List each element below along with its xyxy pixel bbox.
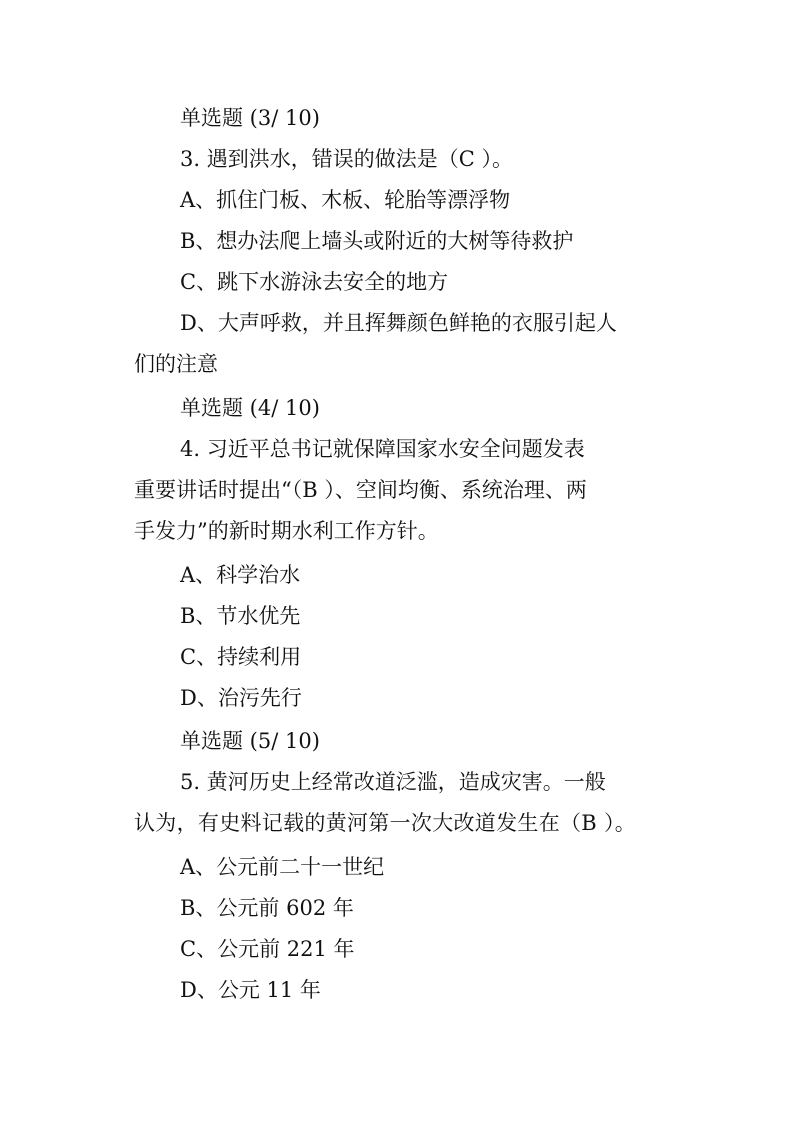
question-stem-line-2: 认为，有史料记载的黄河第一次大改道发生在（B ）。 xyxy=(134,811,637,835)
option-a: A、抓住门板、木板、轮胎等漂浮物 xyxy=(180,188,511,212)
question-stem-line-1: 5. 黄河历史上经常改道泛滥，造成灾害。一般 xyxy=(180,770,606,794)
option-c: C、跳下水游泳去安全的地方 xyxy=(180,270,449,294)
question-header: 单选题 (5/ 10) xyxy=(180,729,320,753)
option-b: B、公元前 602 年 xyxy=(180,896,354,920)
question-header: 单选题 (4/ 10) xyxy=(180,396,320,420)
option-b: B、节水优先 xyxy=(180,604,301,628)
option-b: B、想办法爬上墙头或附近的大树等待救护 xyxy=(180,229,574,253)
question-stem: 3. 遇到洪水，错误的做法是（C ）。 xyxy=(180,147,513,171)
option-d: D、公元 11 年 xyxy=(180,978,321,1002)
option-a: A、公元前二十一世纪 xyxy=(180,855,385,879)
option-c: C、持续利用 xyxy=(180,645,302,669)
question-stem-line-3: 手发力”的新时期水利工作方针。 xyxy=(134,519,439,543)
question-stem-line-2: 重要讲话时提出“（B ）、空间均衡、系统治理、两 xyxy=(134,478,587,502)
option-a: A、科学治水 xyxy=(180,563,301,587)
question-stem-line-1: 4. 习近平总书记就保障国家水安全问题发表 xyxy=(180,437,585,461)
option-d-line-2: 们的注意 xyxy=(134,352,218,376)
option-d: D、治污先行 xyxy=(180,686,302,710)
option-d-line-1: D、大声呼救，并且挥舞颜色鲜艳的衣服引起人 xyxy=(180,311,617,335)
option-c: C、公元前 221 年 xyxy=(180,937,355,961)
question-header: 单选题 (3/ 10) xyxy=(180,106,320,130)
